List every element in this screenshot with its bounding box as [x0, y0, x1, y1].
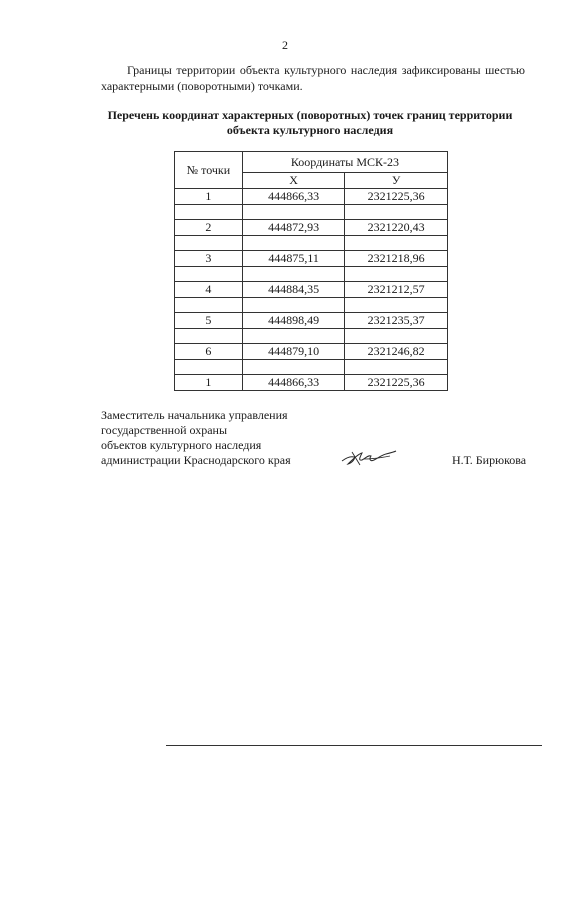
header-x: Х	[242, 173, 344, 189]
bottom-divider	[166, 745, 542, 746]
header-coordinates: Координаты МСК-23	[242, 152, 447, 173]
table-row	[175, 282, 448, 298]
y-cell: 2321246,82	[345, 344, 448, 360]
header-y: У	[345, 173, 448, 189]
y-cell: 2321235,37	[345, 313, 448, 329]
table-header-row	[175, 152, 448, 173]
signer-line: объектов культурного наследия	[101, 438, 262, 452]
signer-line: Заместитель начальника управления	[101, 408, 288, 422]
signer-name: Н.Т. Бирюкова	[452, 453, 527, 467]
x-cell: 444872,93	[242, 220, 344, 236]
header-point-number: № точки	[175, 152, 243, 189]
table-row	[175, 220, 448, 236]
page-number: 2	[282, 38, 288, 52]
y-cell: 2321212,57	[345, 282, 448, 298]
x-cell: 444866,33	[242, 375, 344, 391]
table-row	[175, 251, 448, 267]
spacer-row	[175, 267, 448, 282]
point-number-cell: 1	[175, 189, 243, 205]
signer-line: администрации Краснодарского края	[101, 453, 291, 467]
x-cell: 444875,11	[242, 251, 344, 267]
table-row	[175, 189, 448, 205]
point-number-cell: 4	[175, 282, 243, 298]
x-cell: 444898,49	[242, 313, 344, 329]
table-row	[175, 313, 448, 329]
point-number-cell: 2	[175, 220, 243, 236]
spacer-row	[175, 205, 448, 220]
y-cell: 2321225,36	[345, 375, 448, 391]
signer-position	[101, 408, 291, 468]
signature-icon	[338, 446, 398, 468]
intro-paragraph: Границы территории объекта культурного наследия зафиксированы шестью характерными (поворотными) точками.	[101, 63, 525, 93]
table-row	[175, 344, 448, 360]
y-cell: 2321225,36	[345, 189, 448, 205]
x-cell: 444879,10	[242, 344, 344, 360]
spacer-row	[175, 329, 448, 344]
table-row	[175, 375, 448, 391]
point-number-cell: 6	[175, 344, 243, 360]
x-cell: 444884,35	[242, 282, 344, 298]
y-cell: 2321220,43	[345, 220, 448, 236]
coordinates-table	[174, 151, 448, 391]
point-number-cell: 5	[175, 313, 243, 329]
y-cell: 2321218,96	[345, 251, 448, 267]
x-cell: 444866,33	[242, 189, 344, 205]
signer-line: государственной охраны	[101, 423, 228, 437]
table-heading: Перечень координат характерных (поворотных) точек границ территории объекта культурного наследия	[107, 108, 513, 137]
spacer-row	[175, 360, 448, 375]
spacer-row	[175, 298, 448, 313]
spacer-row	[175, 236, 448, 251]
point-number-cell: 1	[175, 375, 243, 391]
point-number-cell: 3	[175, 251, 243, 267]
